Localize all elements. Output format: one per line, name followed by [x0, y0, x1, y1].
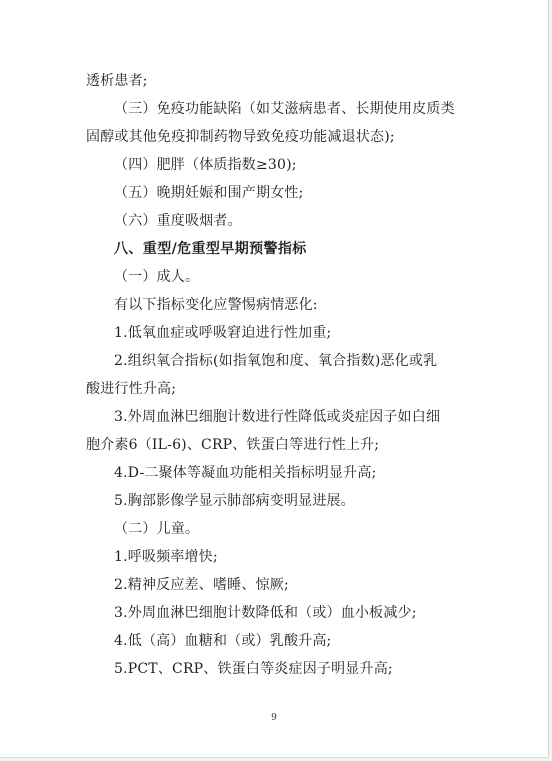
list-item-child-2: 2.精神反应差、嗜睡、惊厥;: [114, 577, 289, 593]
list-item-adult-3-cont: 胞介素6（IL-6)、CRP、铁蛋白等进行性上升;: [86, 437, 380, 453]
list-item-adult-3: 3.外周血淋巴细胞计数进行性降低或炎症因子如白细: [114, 409, 441, 425]
text-line-3: 固醇或其他免疫抑制药物导致免疫功能减退状态);: [86, 129, 395, 145]
text-line-1: 透析患者;: [86, 73, 148, 89]
text-line-6: （六）重度吸烟者。: [114, 213, 242, 229]
subsection-children: （二）儿童。: [114, 521, 200, 537]
section-heading: 八、重型/危重型早期预警指标: [114, 241, 307, 257]
list-item-adult-4: 4.D-二聚体等凝血功能相关指标明显升高;: [114, 465, 377, 481]
list-item-child-3: 3.外周血淋巴细胞计数降低和（或）血小板减少;: [114, 605, 417, 621]
list-item-adult-2: 2.组织氧合指标(如指氧饱和度、氧合指数)恶化或乳: [114, 353, 438, 369]
list-item-child-5: 5.PCT、CRP、铁蛋白等炎症因子明显升高;: [114, 661, 393, 677]
text-line-4: （四）肥胖（体质指数≥30);: [114, 157, 297, 173]
subsection-adults: （一）成人。: [114, 269, 200, 285]
text-line-5: （五）晚期妊娠和围产期女性;: [114, 185, 304, 201]
text-line-2: （三）免疫功能缺陷（如艾滋病患者、长期使用皮质类: [114, 101, 455, 117]
page-number: 9: [271, 713, 277, 723]
list-item-adult-2-cont: 酸进行性升高;: [86, 381, 177, 397]
list-item-child-4: 4.低（高）血糖和（或）乳酸升高;: [114, 633, 332, 649]
list-item-child-1: 1.呼吸频率增快;: [114, 549, 218, 565]
text-line-9: 有以下指标变化应警惕病情恶化:: [114, 297, 318, 313]
list-item-adult-5: 5.胸部影像学显示肺部病变明显进展。: [114, 493, 355, 509]
list-item-adult-1: 1.低氧血症或呼吸窘迫进行性加重;: [114, 325, 332, 341]
